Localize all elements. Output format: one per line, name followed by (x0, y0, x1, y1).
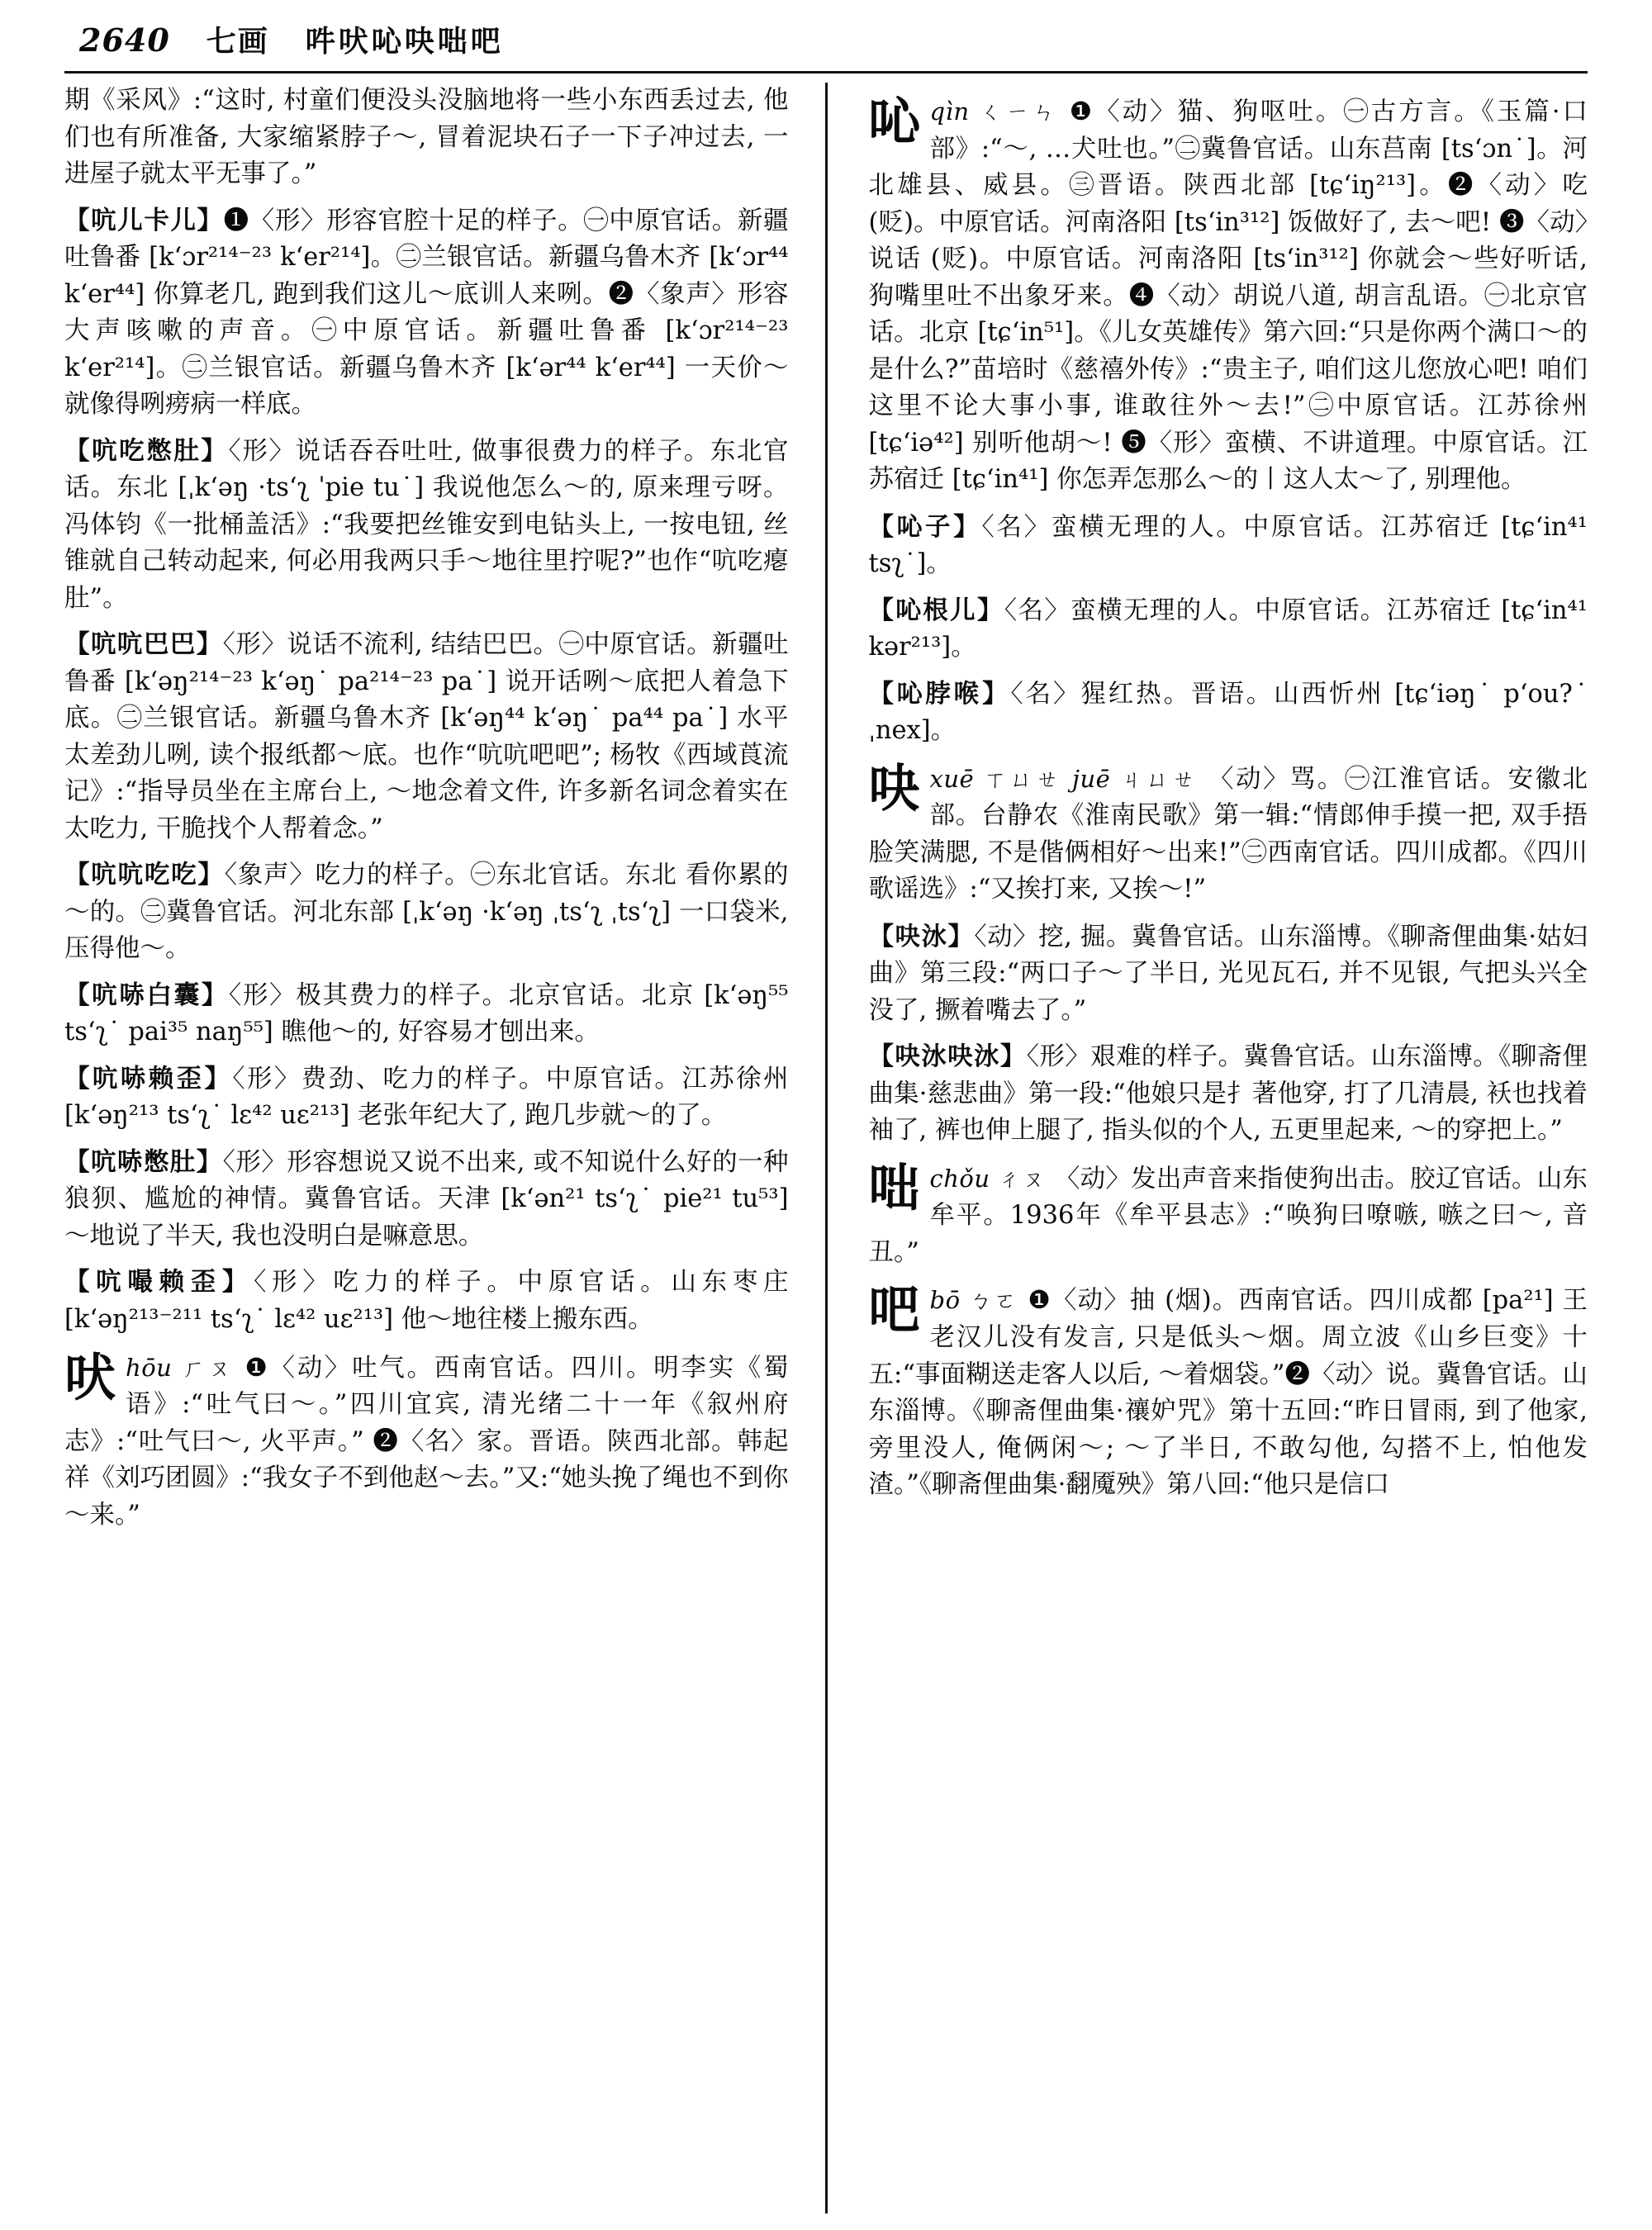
entry-xuechuai-xuechuai (869, 1038, 1588, 1150)
entry-body: 〈名〉蛮横无理的人。中原官话。江苏宿迁 [tɕʻin⁴¹ kər²¹³]。 (868, 595, 1588, 662)
entry-kengchi-laiwai (64, 1060, 789, 1135)
entry-body: 〈形〉吃力的样子。中原官话。山东枣庄 [kʻəŋ²¹³⁻²¹¹ tsʻʅ˙ lɛ⁴² uɛ²¹³] 他～地往楼上搬东西。 (64, 1268, 789, 1334)
entry-headword: 【吭哧憋肚】 (64, 1146, 223, 1177)
page-header (79, 18, 1573, 66)
entry-kengkeng-chichi (64, 856, 789, 968)
head-character: 咄 (868, 1157, 920, 1218)
entry-kengchuai-laiwai (64, 1264, 789, 1338)
pinyin-label: qìn (929, 97, 970, 126)
pinyin-label-alt: juē (1071, 764, 1111, 793)
entry-body: 〈形〉艰难的样子。冀鲁官话。山东淄博。《聊斋俚曲集·慈悲曲》第一段:“他娘只是扌著他穿, 打了几清晨, 袄也找着袖了, 裤也伸上腿了, 指头似的个人, 五更里起来, ～的穿把上。” (868, 1042, 1588, 1146)
zhuyin-label: ㄅㄛ (969, 1288, 1019, 1315)
entry-headword: 【吭吭巴巴】 (64, 629, 223, 660)
entry-kengchi-baisang (64, 977, 789, 1051)
bigchar-entry-fou (64, 1346, 789, 1535)
page-number: 2640 (79, 21, 170, 59)
zhuyin-label: ㄏㄡ (182, 1355, 235, 1382)
entry-headword: 【吣脖喉】 (868, 678, 1011, 709)
head-character: 吣 (868, 91, 920, 151)
entry-headword: 【吷𣲙吷𣲙】 (868, 1041, 1027, 1072)
header-rule (64, 71, 1588, 74)
entry-kengkeng-baba (64, 626, 789, 847)
bigchar-entry-ba (868, 1279, 1588, 1503)
entry-body: 〈名〉猩红热。晋语。山西忻州 [tɕʻiəŋ˙ pʻou?˙ ˌnex]。 (868, 679, 1588, 746)
left-column (64, 83, 817, 2213)
pinyin-label: hōu (126, 1353, 173, 1382)
entry-body: 〈动〉挖, 掘。冀鲁官话。山东淄博。《聊斋俚曲集·姑妇曲》第三段:“两口子～了半日, 光见瓦石, 并不见银, 气把头兴全没了, 撅着嘴去了。” (868, 922, 1588, 1025)
entry-hanger-karr (64, 202, 789, 424)
entry-body: ❶〈动〉吐气。西南官话。四川。明李实《蜀语》:“吐气曰～。”四川宜宾, 清光绪二十一年《叙州府志》:“吐气曰～, 火平声。” ❷〈名〉家。晋语。陕西北部。韩起祥《刘巧团圆》:“我女子不到他赵～去。”又:“她头挽了绳也不到你～来。” (64, 1353, 789, 1530)
entry-body: 〈动〉发出声音来指使狗出击。胶辽官话。山东牟平。1936年《牟平县志》:“唤狗曰嘹嗾, 嗾之曰～, 音丑。” (868, 1164, 1588, 1267)
entry-body: 〈形〉说话不流利, 结结巴巴。㊀中原官话。新疆吐鲁番 [kʻəŋ²¹⁴⁻²³ kʻəŋ˙ pa²¹⁴⁻²³ pa˙] 说开话咧～底把人着急下底。㊁兰银官话。新疆乌鲁木齐 [kʻəŋ⁴⁴ kʻəŋ˙ pa⁴⁴ pa˙] 水平太差劲儿咧, 读个报纸都～底。也作“吭吭吧吧”; 杨牧《西域莨流记》:“指导员坐在主席台上, ～地念着文件, 许多新名词念着实在太吃力, 干脆找个人帮着念。” (64, 630, 789, 843)
bigchar-entry-qin (868, 91, 1588, 499)
entry-body: 〈形〉极其费力的样子。北京官话。北京 [kʻəŋ⁵⁵ tsʻʅ˙ pai³⁵ naŋ⁵⁵] 瞧他～的, 好容易才刨出来。 (64, 980, 789, 1047)
entry-headword: 【吣子】 (868, 511, 982, 542)
entry-headword: 【吭吃憋肚】 (64, 435, 229, 466)
pinyin-label: xuē (929, 764, 975, 793)
zhuyin-label: ㄔㄡ (998, 1166, 1047, 1193)
zhuyin-label: ㄑㄧㄣ (980, 100, 1060, 126)
continuation-paragraph (64, 83, 789, 193)
columns-wrapper (64, 83, 1588, 2213)
pinyin-label: bō (929, 1286, 961, 1315)
entry-body: 〈动〉骂。㊀江淮官话。安徽北部。台静农《淮南民歌》第一辑:“情郎伸手摸一把, 双手捂脸笑满腮, 不是偕俩相好～出来!”㊁西南官话。四川成都。《四川歌谣选》:“又挨打来, 又挨～!” (868, 764, 1588, 904)
zhuyin-label-alt: ㄐㄩㄝ (1120, 766, 1199, 793)
header-characters: 吽吠吣吷咄吧 (305, 24, 504, 59)
entry-xuechuai (869, 918, 1588, 1030)
pinyin-label: chǒu (929, 1164, 990, 1193)
entry-body: 〈形〉形容想说又说不出来, 或不知说什么好的一种狼狈、尴尬的神情。冀鲁官话。天津 [kʻən²¹ tsʻʅ˙ pie²¹ tu⁵³] ～地说了半天, 我也没明白是嘛意思。 (64, 1147, 789, 1250)
entry-headword: 【吭嘬赖歪】 (64, 1267, 254, 1298)
entry-body: ❶〈动〉猫、狗呕吐。㊀古方言。《玉篇·口部》:“～, …犬吐也。”㊁冀鲁官话。山东莒南 [tsʻɔn˙]。河北雄县、威县。㊂晋语。陕西北部 [tɕʻiŋ²¹³]。❷〈动〉吃 (贬)。中原官话。河南洛阳 [tsʻin³¹²] 饭做好了, 去～吧! ❸〈动〉说话 (贬)。中原官话。河南洛阳 [tsʻin³¹²] 你就会～些好听话, 狗嘴里吐不出象牙来。❹〈动〉胡说八道, 胡言乱语。㊀北京官话。北京 [tɕʻin⁵¹]。《儿女英雄传》第六回:“只是你两个满口～的是什么?”苗培时《慈禧外传》:“贵主子, 咱们这儿您放心吧! 咱们这里不论大事小事, 谁敢往外～去!”㊁中原官话。江苏徐州 [tɕʻiə⁴²] 别听他胡～! ❺〈形〉蛮横、不讲道理。中原官话。江苏宿迁 [tɕʻin⁴¹] 你怎弄怎那么～的丨这人太～了, 别理他。 (868, 97, 1588, 495)
radical-label: 七画 (206, 24, 269, 59)
entry-body: 〈形〉费劲、吃力的样子。中原官话。江苏徐州 [kʻəŋ²¹³ tsʻʅ˙ lɛ⁴² uɛ²¹³] 老张年纪大了, 跑几步就～的了。 (64, 1064, 789, 1131)
entry-headword: 【吣根儿】 (868, 595, 1004, 625)
bigchar-entry-xue (868, 757, 1588, 909)
head-character: 吧 (868, 1279, 920, 1340)
entry-body: 〈形〉说话吞吞吐吐, 做事很费力的样子。东北官话。东北 [ˌkʻəŋ ·tsʻʅ ˈpie tu˙] 我说他怎么～的, 原来理亏呀。冯体钧《一批桶盖活》:“我要把丝锥安到电钻头上, 一按电钮, 丝锥就自己转动起来, 何必用我两只手～地往里拧呢?”也作“吭吃瘪肚”。 (64, 436, 789, 613)
entry-body: 〈象声〉吃力的样子。㊀东北官话。东北 看你累的～的。㊁冀鲁官话。河北东部 [ˌkʻəŋ ·kʻəŋ ˌtsʻʅ ˌtsʻʅ] 一口袋米, 压得他～。 (64, 861, 789, 964)
head-character: 吷 (868, 757, 920, 818)
head-character: 吠 (64, 1346, 116, 1407)
entry-headword: 【吭哧赖歪】 (64, 1063, 233, 1094)
zhuyin-label: ㄒㄩㄝ (984, 766, 1062, 793)
entry-body: ❶〈动〉抽 (烟)。西南官话。四川成都 [pa²¹] 王老汉儿没有发言, 只是低头～烟。周立波《山乡巨变》十五:“事面糊送走客人以后, ～着烟袋。”❷〈动〉说。冀鲁官话。山东淄博。《聊斋俚曲集·禳妒咒》第十五回:“昨日冒雨, 到了他家, 旁里没人, 俺俩闲～; ～了半日, 不敢勾他, 勾搭不上, 怕他发渣。”《聊斋俚曲集·翻魇殃》第八回:“他只是信口 (868, 1286, 1588, 1500)
column-divider (825, 83, 828, 2213)
entry-headword: 【吭哧白囊】 (64, 980, 230, 1010)
entry-body: ❶〈形〉形容官腔十足的样子。㊀中原官话。新疆吐鲁番 [kʻɔr²¹⁴⁻²³ kʻer²¹⁴]。㊁兰银官话。新疆乌鲁木齐 [kʻɔr⁴⁴ kʻer⁴⁴] 你算老几, 跑到我们这儿～底训人来咧。❷〈象声〉形容大声咳嗽的声音。㊀中原官话。新疆吐鲁番 [kʻɔr²¹⁴⁻²³ kʻer²¹⁴]。㊁兰银官话。新疆乌鲁木齐 [kʻər⁴⁴ kʻer⁴⁴] 一天价～就像得咧痨病一样底。 (64, 206, 789, 420)
entry-kengchi-biedu (64, 433, 789, 618)
bigchar-entry-chou (868, 1157, 1588, 1272)
entry-qingenr (869, 592, 1588, 667)
entry-kengchi-biedu2 (64, 1144, 789, 1255)
entry-qinzi (869, 509, 1588, 583)
entry-body: 〈名〉蛮横无理的人。中原官话。江苏宿迁 [tɕʻin⁴¹ tsʅ˙]。 (868, 512, 1588, 579)
entry-qinbohou (869, 676, 1588, 750)
right-column (836, 83, 1588, 2213)
entry-headword: 【吷𣲙】 (868, 921, 975, 951)
entry-headword: 【吭吭吃吃】 (64, 860, 225, 890)
entry-headword: 【吭儿卡儿】 (64, 205, 224, 235)
continuation-text: 期《采风》:“这时, 村童们便没头没脑地将一些小东西丢过去, 他们也有所准备, 大家缩紧脖子～, 冒着泥块石子一下子冲过去, 一进屋子就太平无事了。” (64, 86, 789, 189)
